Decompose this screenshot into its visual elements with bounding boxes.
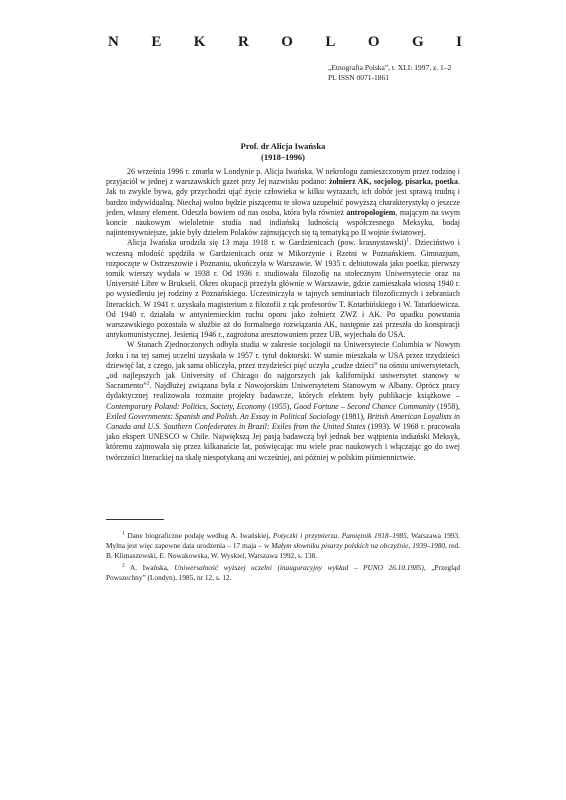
text-run: (1981),: [339, 411, 368, 421]
italic-title: British American Loyalists in Canada and U.S. Southern Confederates in Brazil: Exiles from the United States: [106, 411, 460, 432]
text-run: . Dzieciństwo i wczesną młodość spędziła w Gardzienicach oraz w Mikorzynie i Rzetni w Poznańskiem. Gimnazjum, rozpoczęte w Ostrzeszowie i Poznaniu, ukończyła w Warszawie. W 1935 r. debiutowała jako poetka; pierwszy tomik wierszy wydała w 1938 r. Od 1936 r. studiowała filozofię na stołecznym Uniwersytecie oraz na Université Libre w Brukseli. Okres okupacji przeżyła głównie w Warszawie, gdzie zamieszkała wiosną 1940 r. po wysiedleniu jej rodziny z Poznańskiego. Uczestniczyła w tajnych seminariach filozoficznych i zebraniach literackich. W 1941 r. uzyskała magisterium z filozofii z rąk profesorów T. Kotarbińskiego i W. Tatarkiewicza. Od 1940 r. działała w antyniemieckim ruchu oporu jako żołnierz ZWZ i AK. Po upadku powstania warszawskiego pozostała w służbie aż do formalnego rozwiązania AK, następnie zaś przeszła do konspiracji antykomunistycznej. Jesienią 1946 r., zagrożona aresztowaniem przez UB, wyjechała do USA.: [106, 238, 460, 340]
citation-journal-line: „Etnografia Polska”, t. XLI: 1997, z. 1–2: [328, 63, 452, 72]
text-run: . Najdłużej związana była z Nowojorskim Uniwersytetem Stanowym w Albany. Oprócz pracy dydaktycznej realizowała rozmaite projekty badawcze, których efektem były publikacje książkowe –: [106, 381, 460, 401]
text-run: (1993). W 1968 r. pracowała jako ekspert UNESCO w Chile. Największą Jej pasją badawczą był jednak bez wątpienia indiański Meksyk, któremu zajmowała się przez kilkanaście lat, poświęcając mu wiele prac naukowych i włączając go do swej twórczości literackiej na skalę niespotykaną ani wcześniej, ani później w polskim piśmiennictwie.: [106, 422, 460, 462]
heading-letter: O: [367, 34, 380, 50]
text-run: , mającym na swym koncie naukowym wieloletnie studia nad indiańską ludnością współczesnego Meksyku, bodaj najintensywniejsze, jakie były dziełem Polaków zajmujących się tą tematyką po II wojnie światowej.: [106, 207, 460, 238]
text-run: , red. B. Klimaszewski, E. Nowakowska, W. Wyskiel, Warszawa 1992, s. 138.: [106, 541, 460, 560]
italic-title: Exiled Governments: Spanish and Polish. An Essay in Political Sociology: [106, 411, 340, 421]
heading-letter: E: [151, 34, 162, 50]
heading-letter: G: [412, 34, 424, 50]
heading-letter: L: [325, 34, 336, 50]
text-run: , Warszawa 1993. Mylna jest więc zapewne data urodzenia – 17 maja – w: [106, 531, 461, 550]
heading-letter: K: [193, 34, 206, 50]
article-years: (1918–1996): [261, 152, 305, 162]
text-run: W Stanach Zjednoczonych odbyła studia w zakresie socjologii na Uniwersytecie Columbia w Nowym Jorku i na tej samej uczelni uzyskała w 1957 r. tytuł doktorski. W sumie mieszkała w USA przez trzydzieści dziewięć lat, z czego, jak sama obliczyła, przez trzydzieści pięć uczyła „cudze dzieci” na ośmiu uniwersytetach, „od najlepszych jak University of Chicago do najgorszych jak kalifornijski uniwersytet stanowy w Sacramento”: [106, 340, 460, 391]
text-run: Dane biograficzne podaję według A. Iwańskiej,: [127, 531, 273, 540]
heading-letter: I: [456, 34, 462, 50]
italic-title: Potyczki i przymierza. Pamiętnik 1918–1985: [272, 531, 407, 540]
text-run: Alicja Iwańska urodziła się 13 maja 1918 r. w Gardzienicach (pow. krasnystawski): [127, 238, 407, 248]
footnote-reference: 2: [146, 380, 150, 387]
heading-letter: R: [237, 34, 249, 50]
section-heading-nekrologi: [108, 34, 462, 51]
article-title-block: [0, 141, 566, 163]
bold-text: żołnierz AK, socjolog, pisarka, poetka: [328, 177, 459, 187]
footnote-number: 1: [122, 530, 125, 537]
text-run: , „Przegląd Powszechny” (Londyn), 1985, nr 12, s. 12.: [106, 563, 460, 582]
journal-citation: [328, 63, 451, 82]
footnote-item: [106, 563, 460, 583]
article-title: Prof. dr Alicja Iwańska: [240, 141, 326, 151]
italic-title: Uniwersalność wyższej uczelni (inauguracyjny wykład – PUNO 26.10.1985): [174, 563, 424, 572]
text-run: (1955),: [266, 401, 294, 411]
footnote-reference: 1: [406, 237, 410, 244]
italic-title: Contemporary Poland: Politics, Society, Economy: [106, 401, 267, 411]
heading-letter: O: [281, 34, 293, 50]
body-paragraph: [106, 238, 460, 340]
text-run: (1958),: [434, 401, 460, 411]
footnote-separator: [106, 519, 164, 520]
footnote-item: [106, 531, 460, 561]
heading-letter: N: [108, 34, 119, 50]
text-run: . Jak to zwykle bywa, gdy przychodzi ująć życie człowieka w kilku wyrazach, ich dobór jest sprawą trudną i bardzo indywidualną. Niechaj wolno będzie piszącemu te słowa uzupełnić powyższą charakterystykę o jeszcze jeden, własny element. Odeszła bowiem od nas osoba, która była również: [106, 177, 460, 217]
bold-text: antropologiem: [346, 207, 396, 217]
text-run: 26 września 1996 r. zmarła w Londynie p. Alicja Iwańska. W nekrologu zamieszczonym przez rodzinę i przyjaciół w jednej z warszawskich gazet przy Jej nazwisku podano:: [106, 167, 460, 187]
citation-issn-line: PL ISSN 0071-1861: [328, 72, 389, 82]
footnote-number: 2: [122, 562, 125, 569]
article-body: [106, 167, 460, 463]
body-paragraph: [106, 167, 460, 238]
italic-title: Good Fortune – Second Chance Community: [293, 401, 435, 411]
footnotes: [106, 531, 460, 585]
body-paragraph: [106, 340, 460, 462]
text-run: A. Iwańska,: [129, 563, 175, 572]
italic-title: Małym słowniku pisarzy polskich na obczyźnie, 1939–1980: [271, 541, 446, 550]
